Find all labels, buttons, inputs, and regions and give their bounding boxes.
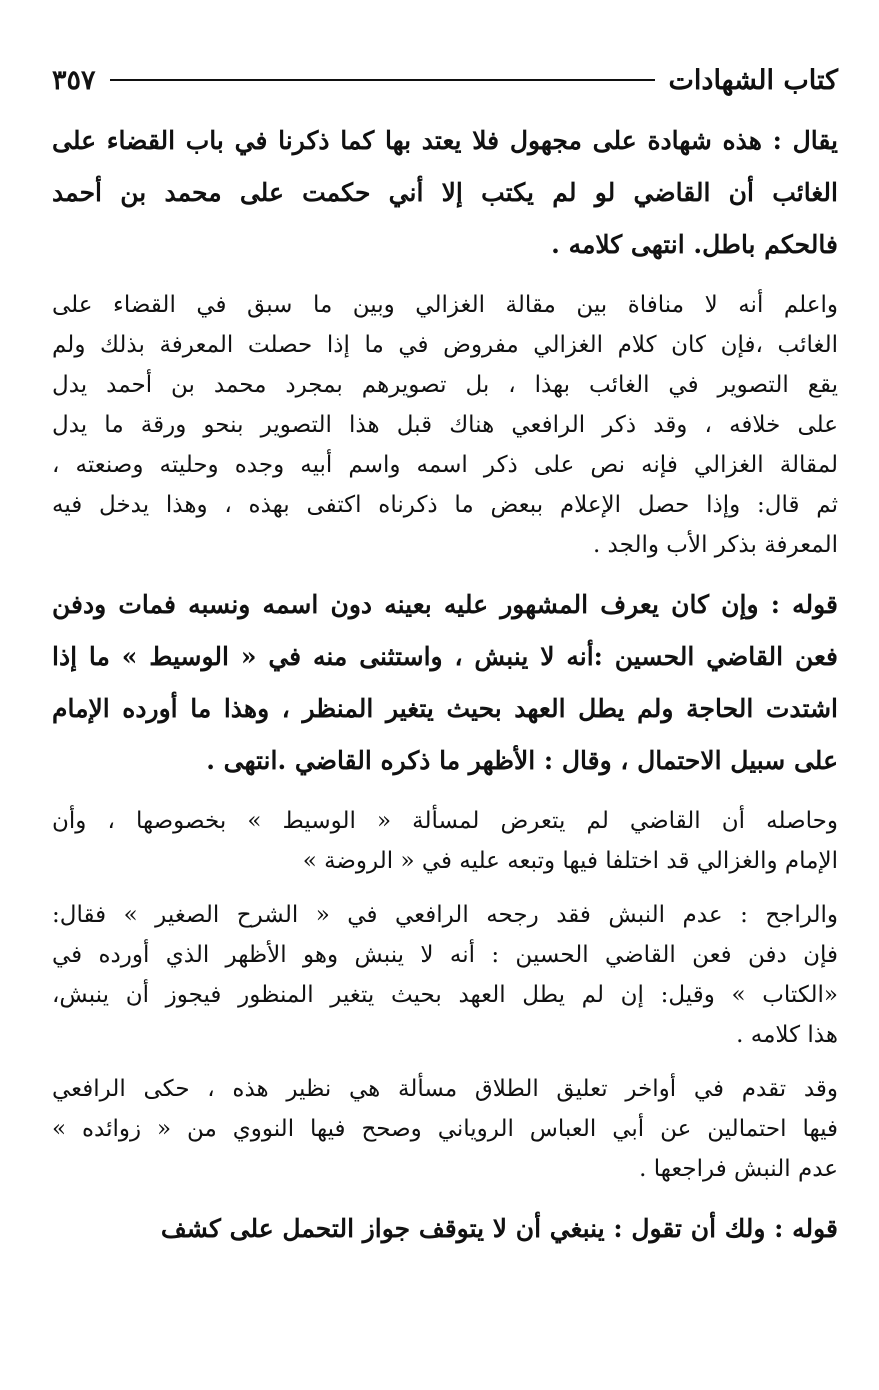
text-line: قوله : ولك أن تقول : ينبغي أن لا يتوقف جواز التحمل على كشف xyxy=(160,1214,838,1243)
text-line: وحاصله أن القاضي لم يتعرض لمسألة « الوسيط » بخصوصها ، وأن xyxy=(52,808,838,834)
text-line: قوله : وإن كان يعرف المشهور عليه بعينه دون اسمه ونسبه فمات ودفن xyxy=(52,590,838,619)
text-line: الإمام والغزالي قد اختلفا فيها وتبعه عليه في « الروضة » xyxy=(302,848,838,874)
text-line: فعن القاضي الحسين :أنه لا ينبش ، واستثنى منه في « الوسيط » ما إذا xyxy=(52,642,838,671)
text-line: لمقالة الغزالي فإنه نص على ذكر اسمه واسم أبيه وجده وحليته وصنعته ، xyxy=(52,452,838,478)
paragraph xyxy=(52,115,838,271)
paragraph xyxy=(52,285,838,565)
text-line: فإن دفن فعن القاضي الحسين : أنه لا ينبش وهو الأظهر الذي أورده في xyxy=(52,942,838,968)
paragraph xyxy=(52,801,838,881)
text-line: الغائب ،فإن كان كلام الغزالي مفروض في ما إذا حصلت المعرفة بذلك ولم xyxy=(52,332,838,358)
body-text xyxy=(52,115,838,1255)
paragraph xyxy=(52,895,838,1055)
text-line: والراجح : عدم النبش فقد رجحه الرافعي في « الشرح الصغير » فقال: xyxy=(52,902,838,928)
text-line: اشتدت الحاجة ولم يطل العهد بحيث يتغير المنظر ، وهذا ما أورده الإمام xyxy=(52,694,838,723)
paragraph xyxy=(52,1069,838,1189)
page-number: ٣٥٧ xyxy=(52,64,96,96)
header-rule xyxy=(110,79,655,81)
text-line: فالحكم باطل. انتهى كلامه . xyxy=(551,230,838,259)
book-page xyxy=(52,55,838,1355)
text-line: على خلافه ، وقد ذكر الرافعي هناك قبل هذا التصوير بنحو ورقة ما يدل xyxy=(52,412,838,438)
text-line: «الكتاب » وقيل: إن لم يطل العهد بحيث يتغير المنظور فيجوز أن ينبش، xyxy=(52,982,838,1008)
text-line: وقد تقدم في أواخر تعليق الطلاق مسألة هي نظير هذه ، حكى الرافعي xyxy=(52,1076,838,1102)
running-title: كتاب الشهادات xyxy=(668,64,838,96)
text-line: الغائب أن القاضي لو لم يكتب إلا أني حكمت على محمد بن أحمد xyxy=(52,178,838,207)
paragraph xyxy=(52,579,838,787)
text-line: المعرفة بذكر الأب والجد . xyxy=(592,532,838,558)
text-line: هذا كلامه . xyxy=(736,1022,838,1048)
text-line: يقال : هذه شهادة على مجهول فلا يعتد بها كما ذكرنا في باب القضاء على xyxy=(52,126,838,155)
text-line: يقع التصوير في الغائب بهذا ، بل تصويرهم بمجرد محمد بن أحمد يدل xyxy=(52,372,838,398)
text-line: ثم قال: وإذا حصل الإعلام ببعض ما ذكرناه اكتفى بهذه ، وهذا يدخل فيه xyxy=(52,492,838,518)
text-line: واعلم أنه لا منافاة بين مقالة الغزالي وبين ما سبق في القضاء على xyxy=(52,292,838,318)
text-line: عدم النبش فراجعها . xyxy=(639,1156,838,1182)
text-line: فيها احتمالين عن أبي العباس الروياني وصحح فيها النووي من « زوائده » xyxy=(52,1116,838,1142)
text-line: على سبيل الاحتمال ، وقال : الأظهر ما ذكره القاضي .انتهى . xyxy=(206,746,838,775)
page-header xyxy=(52,55,838,105)
paragraph xyxy=(52,1203,838,1255)
